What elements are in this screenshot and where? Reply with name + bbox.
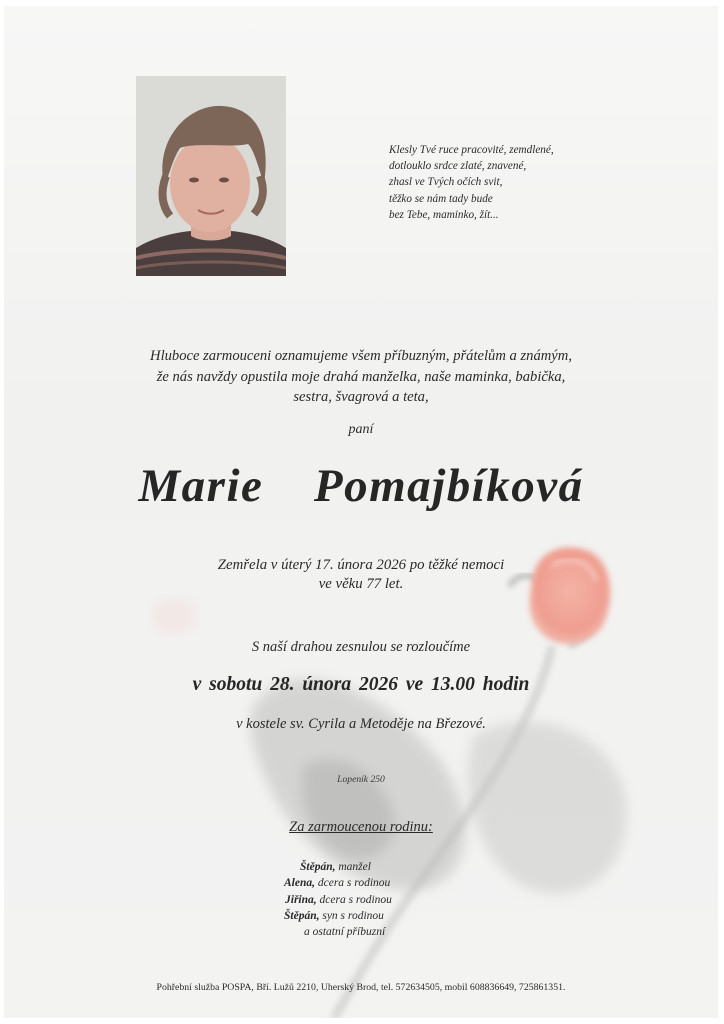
- family-heading-text: Za zarmoucenou rodinu:: [289, 819, 433, 835]
- portrait-photo: [136, 76, 286, 276]
- family-member-relation: a ostatní příbuzní: [304, 926, 386, 939]
- family-member-relation: dcera s rodinou: [319, 893, 392, 906]
- death-info-line: Zemřela v úterý 17. února 2026 po těžké nemoci: [217, 557, 505, 573]
- poem-line: Klesly Tvé ruce pracovité, zemdlené,: [389, 144, 554, 156]
- family-member-name: Štěpán,: [300, 861, 336, 873]
- family-member: [272, 924, 472, 940]
- announcement-line: sestra, švagrová a teta,: [293, 389, 429, 405]
- family-member: [272, 875, 472, 891]
- family-member-relation: syn s rodinou: [322, 909, 384, 922]
- family-member: [272, 908, 472, 924]
- deceased-name: Marie Pomajbíková: [138, 460, 584, 512]
- family-heading: [4, 819, 718, 836]
- family-member-name: Štěpán,: [284, 909, 320, 922]
- family-member-name: Jiřina,: [285, 893, 317, 906]
- announcement-line: že nás navždy opustila moje drahá manželka, naše maminka, babička,: [156, 368, 566, 385]
- family-member: [272, 859, 472, 875]
- family-member-relation: manžel: [338, 861, 371, 873]
- poem: [389, 142, 649, 223]
- poem-line: bez Tebe, maminko, žít...: [389, 208, 499, 221]
- poem-line: zhasl ve Tvých očích svit,: [389, 176, 503, 189]
- ceremony-date: v sobotu 28. února 2026 ve 13.00 hodin: [192, 674, 530, 695]
- family-member-relation: dcera s rodinou: [317, 877, 391, 890]
- family-member-name: Alena,: [284, 877, 315, 890]
- obituary-sheet: [4, 6, 718, 1018]
- salutation: paní: [348, 422, 374, 437]
- announcement: [4, 346, 718, 408]
- poem-line: těžko se nám tady bude: [389, 192, 493, 205]
- family-member: [272, 892, 472, 908]
- family-list: [272, 859, 472, 940]
- farewell-intro: S naší drahou zesnulou se rozloučíme: [251, 639, 471, 655]
- death-info-line: ve věku 77 let.: [318, 576, 404, 592]
- funeral-service-footer: Pohřební služba POSPA, Bří. Lužů 2210, Uherský Brod, tel. 572634505, mobil 608836649, 725861351.: [156, 982, 566, 993]
- announcement-line: Hluboce zarmouceni oznamujeme všem příbuzným, přátelům a známým,: [150, 348, 572, 364]
- death-info: [4, 556, 718, 594]
- address: Lopeník 250: [337, 774, 385, 785]
- poem-line: dotlouklo srdce zlaté, znavené,: [389, 160, 527, 173]
- ceremony-place: v kostele sv. Cyrila a Metoděje na Březové.: [236, 716, 486, 732]
